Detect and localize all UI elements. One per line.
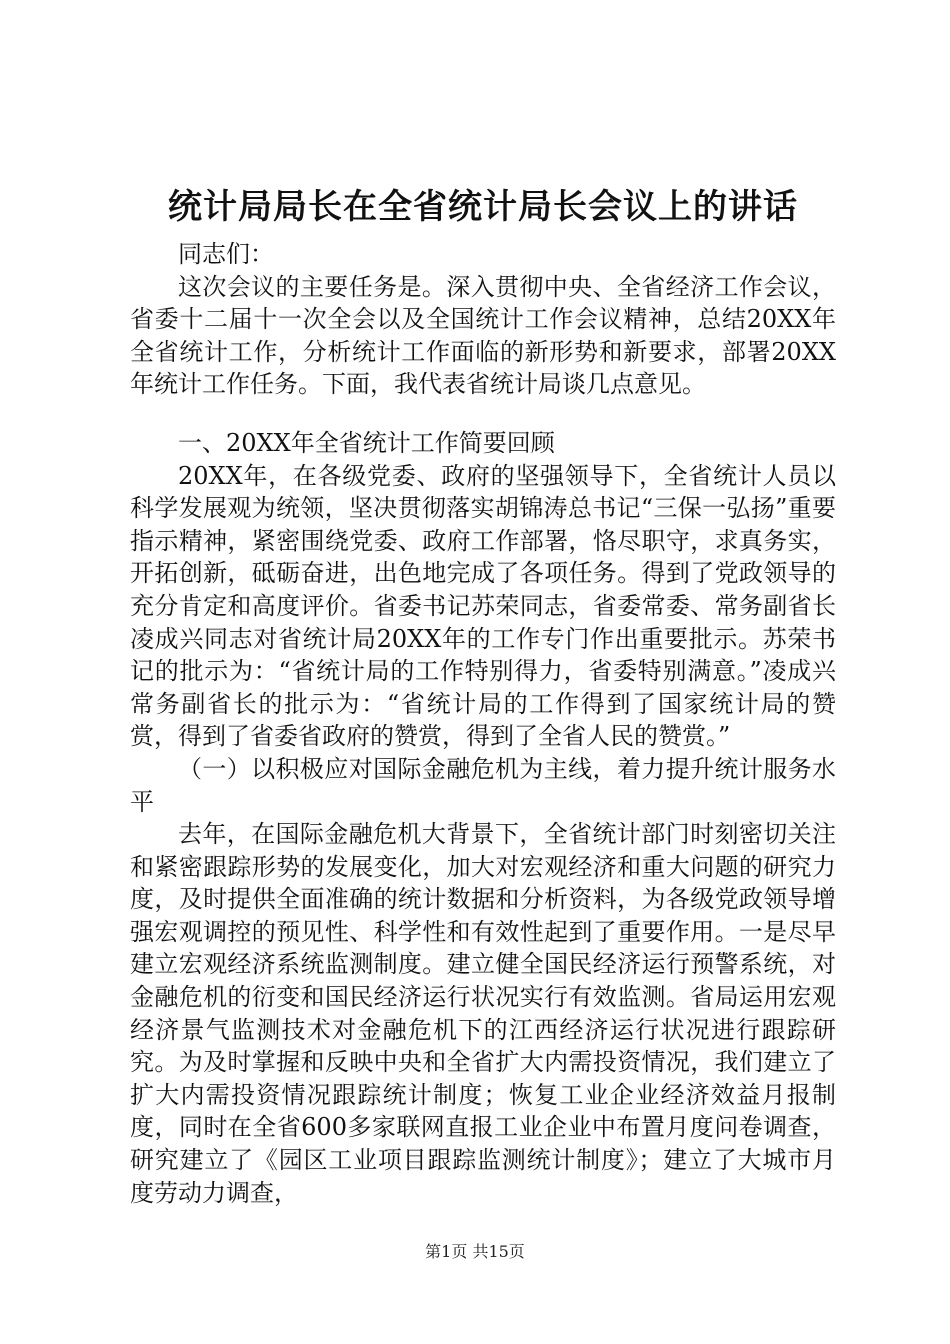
section-heading: 一、20XX年全省统计工作简要回顾	[178, 428, 555, 457]
subsection-heading: （一）以积极应对国际金融危机为主线，着力提升统计服务水平	[130, 754, 836, 816]
subsection-body-paragraph: 去年，在国际金融危机大背景下，全省统计部门时刻密切关注和紧密跟踪形势的发展变化，加大对宏观经济和重大问题的研究力度，及时提供全面准确的统计数据和分析资料，为各级党政领导增强宏观调控的预见性、科学性和有效性起到了重要作用。一是尽早建立宏观经济系统监测制度。建立健全国民经济运行预警系统，对金融危机的衍变和国民经济运行状况实行有效监测。省局运用宏观经济景气监测技术对金融危机下的江西经济运行状况进行跟踪研究。为及时掌握和反映中央和全省扩大内需投资情况，我们建立了扩大内需投资情况跟踪统计制度；恢复工业企业经济效益月报制度，同时在全省600多家联网直报工业企业中布置月度问卷调查，研究建立了《园区工业项目跟踪监测统计制度》；建立了大城市月度劳动力调查，	[130, 820, 836, 1207]
salutation: 同志们：	[178, 240, 274, 268]
document-page	[130, 182, 836, 1209]
section-body-paragraph: 20XX年，在各级党委、政府的坚强领导下，全省统计人员以科学发展观为统领，坚决贯彻落实胡锦涛总书记“三保一弘扬”重要指示精神，紧密围绕党委、政府工作部署，恪尽职守，求真务实，开拓创新，砥砺奋进，出色地完成了各项任务。得到了党政领导的充分肯定和高度评价。省委书记苏荣同志，省委常委、常务副省长凌成兴同志对省统计局20XX年的工作专门作出重要批示。苏荣书记的批示为：“省统计局的工作特别得力，省委特别满意。”凌成兴常务副省长的批示为：“省统计局的工作得到了国家统计局的赞赏，得到了省委省政府的赞赏，得到了全省人民的赞赏。”	[130, 461, 836, 751]
intro-paragraph: 这次会议的主要任务是。深入贯彻中央、全省经济工作会议，省委十二届十一次全会以及全国统计工作会议精神，总结20XX年全省统计工作，分析统计工作面临的新形势和新要求，部署20XX年统计工作任务。下面，我代表省统计局谈几点意见。	[130, 272, 836, 399]
page-footer: 第1页 共15页	[425, 1242, 525, 1261]
document-title: 统计局局长在全省统计局长会议上的讲话	[168, 187, 798, 227]
paragraph-gap	[130, 401, 836, 427]
